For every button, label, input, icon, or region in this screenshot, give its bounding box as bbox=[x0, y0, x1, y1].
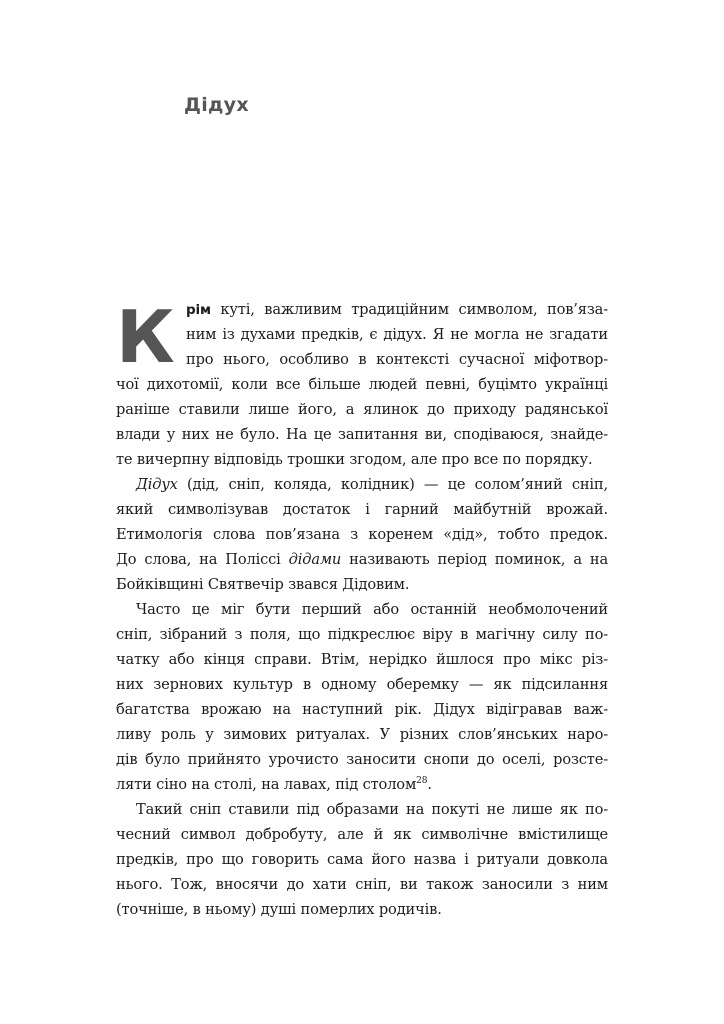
drop-cap: К bbox=[116, 295, 175, 379]
paragraph-3-line-6: ливу роль у зимових ритуалах. У різних слов’янських наро- bbox=[116, 726, 608, 743]
paragraph-4-line-5: (точніше, в ньому) душі померлих родичів. bbox=[116, 901, 442, 918]
paragraph-3-line-4: них зернових культур в одному оберемку — як підсилання bbox=[116, 676, 608, 693]
paragraph-3-line-2: сніп, зібраний з поля, що підкреслює віру в магічну силу по- bbox=[116, 626, 608, 643]
paragraph-4-line-1: Такий сніп ставили під образами на покуті не лише як по- bbox=[136, 801, 608, 818]
paragraph-1-line-6: влади у них не було. На це запитання ви, сподіваюся, знайде- bbox=[116, 426, 608, 443]
paragraph-1-line-7: те вичерпну відповідь трошки згодом, але про все по порядку. bbox=[116, 451, 593, 468]
lead-word: рім bbox=[186, 302, 211, 318]
footnote-ref[interactable]: 28 bbox=[416, 776, 428, 787]
paragraph-3-line-1: Часто це міг бути перший або останній необмолочений bbox=[136, 601, 608, 618]
paragraph-1-line-2: ним із духами предків, є дідух. Я не могла не згадати bbox=[186, 326, 608, 343]
paragraph-2-line-4: До слова, на Поліссі дідами називають період поминок, а на bbox=[116, 551, 608, 568]
paragraph-2-line-5: Бойківщині Святвечір звався Дідовим. bbox=[116, 576, 410, 593]
paragraph-3-line-5: багатства врожаю на наступний рік. Дідух відігравав важ- bbox=[116, 701, 608, 718]
paragraph-3-line-8: ляти сіно на столі, на лавах, під столом$^{28}$. bbox=[116, 776, 432, 793]
paragraph-3-line-3: чатку або кінця справи. Втім, нерідко йшлося про мікс різ- bbox=[116, 651, 608, 668]
paragraph-2-line-1: Дідух (дід, сніп, коляда, колідник) — це солом’яний сніп, bbox=[136, 476, 608, 493]
paragraph-1-line-4: чої дихотомії, коли все більше людей певні, буцімто українці bbox=[116, 376, 608, 393]
paragraph-4-line-4: нього. Тож, вносячи до хати сніп, ви також заносили з ним bbox=[116, 876, 608, 893]
paragraph-4-line-2: чесний символ добробуту, але й як символічне вмістилище bbox=[116, 826, 608, 843]
paragraph-3-line-7: дів було прийнято урочисто заносити снопи до оселі, розсте- bbox=[116, 751, 608, 768]
body-text bbox=[116, 297, 608, 922]
paragraph-2-line-3: Етимологія слова пов’язана з коренем «дід», тобто предок. bbox=[116, 526, 608, 543]
paragraph-1-line-5: раніше ставили лише його, а ялинок до приходу радянської bbox=[116, 401, 608, 418]
paragraph-2-line-2: який символізував достаток і гарний майбутній врожай. bbox=[116, 501, 608, 518]
chapter-title: Дідух bbox=[184, 94, 249, 116]
paragraph-1-line-3: про нього, особливо в контексті сучасної міфотвор- bbox=[186, 351, 608, 368]
paragraph-1-line-1: рім куті, важливим традиційним символом, пов’яза- bbox=[186, 301, 608, 318]
paragraph-4-line-3: предків, про що говорить сама його назва і ритуали довкола bbox=[116, 851, 608, 868]
